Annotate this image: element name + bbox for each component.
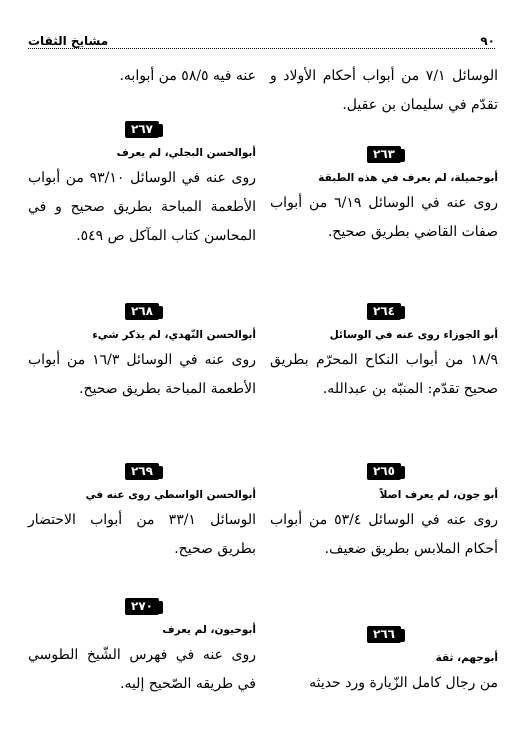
entry-text: روى عنه في الوسائل ١٦/٣ من أبواب الأطعمة المباحة بطريق صحيح. [28, 352, 256, 397]
entry-266 [270, 623, 498, 698]
narrator-name: أبوالحسن الواسطي روى عنه في [85, 489, 256, 501]
entry-263 [270, 143, 498, 247]
entry-number-badge: ٢٦٤ [367, 303, 401, 320]
page-number: ٩٠ [480, 34, 495, 48]
right-intro [270, 62, 498, 120]
entry-number-badge: ٢٦٧ [125, 121, 159, 138]
entry-number-badge: ٢٦٣ [367, 146, 401, 163]
intro-text: عنه فيه ٥٨/٥ من أبوابه. [119, 68, 256, 84]
left-intro [28, 62, 256, 91]
entry-text: الوسائل ٣٣/١ من أبواب الاحتضار بطريق صحيح. [28, 512, 257, 557]
entry-264 [270, 300, 498, 404]
narrator-name: أبوالحسن النّهدي، لم يذكر شيء [92, 329, 256, 341]
entry-number-badge: ٢٧٠ [125, 598, 159, 615]
entry-268 [28, 300, 256, 404]
narrator-name: أبوحيون، لم يعرف [162, 624, 256, 636]
entry-text: روى عنه في الوسائل ٩٣/١٠ من أبواب الأطعمة المباحة بطريق صحيح و في المحاسن كتاب المآكل ص ٥٤٩. [28, 170, 256, 244]
entry-number-badge: ٢٦٥ [367, 463, 401, 480]
entry-text: ١٨/٩ من أبواب النكاح المحرّم بطريق صحيح تقدّم: المنبّه بن عبدالله. [270, 352, 498, 397]
narrator-name: أبوجهم، ثقة [435, 652, 498, 664]
entry-text: روى عنه في الوسائل ٦/١٩ من أبواب صفات القاضي بطريق صحيح. [270, 195, 498, 240]
narrator-name: أبوالحسن البجلي، لم يعرف [116, 147, 256, 159]
entry-number-badge: ٢٦٩ [125, 463, 159, 480]
entry-269 [28, 460, 256, 564]
entry-number-badge: ٢٦٦ [367, 626, 401, 643]
running-header [28, 28, 495, 49]
entry-text: روى عنه في الوسائل ٥٣/٤ من أبواب أحكام الملابس بطريق ضعيف. [270, 512, 498, 557]
intro-text: الوسائل ٧/١ من أبواب أحكام الأولاد و تقدّم في سليمان بن عقيل. [270, 68, 498, 113]
entry-number-badge: ٢٦٨ [125, 303, 159, 320]
narrator-name: أبوجميلة، لم يعرف في هذه الطبقة [318, 172, 498, 184]
entry-267 [28, 118, 256, 251]
entry-text: روى عنه في فهرس الشّيخ الطوسي في طريقه الصّحيح إليه. [28, 647, 256, 692]
narrator-name: أبو الجوزاء روى عنه في الوسائل [329, 329, 498, 341]
entry-270 [28, 595, 256, 699]
narrator-name: أبو جون، لم يعرف اصلاً [379, 489, 498, 501]
entry-text: من رجال كامل الزّيارة ورد حديثه [309, 675, 498, 691]
running-title: مشايخ الثقات [28, 34, 109, 48]
entry-265 [270, 460, 498, 564]
